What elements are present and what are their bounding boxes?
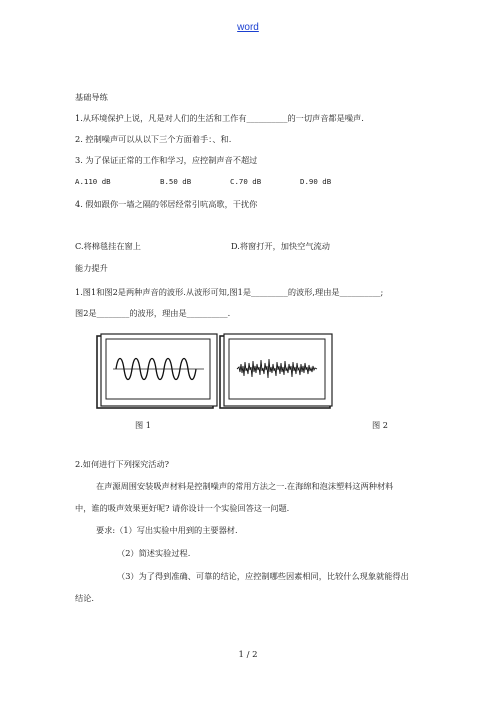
question-2: 2. 控制噪声可以从以下三个方面着手：、和. [75, 134, 232, 144]
requirement-3-line2: 结论. [75, 593, 94, 603]
adv-question-1-line2: 图2是________的波形，理由是__________. [75, 308, 231, 318]
adv-question-2-paragraph-line1: 在声源周围安装吸声材料是控制噪声的常用方法之一.在海绵和泡沫塑料这两种材料 [96, 481, 394, 491]
requirement-2: （2）简述实验过程. [117, 548, 191, 558]
requirement-3-line1: （3）为了得到准确、可靠的结论，应控制哪些因素相同，比较什么现象就能得出 [117, 571, 409, 581]
option-a: A.110 dB [75, 177, 111, 186]
section-title-advanced: 能力提升 [75, 263, 108, 273]
question-3: 3. 为了保证正常的工作和学习，应控制声音不超过 [75, 155, 258, 165]
question-1: 1.从环境保护上说，凡是对人们的生活和工作有__________的一切声音都是噪声. [75, 113, 364, 123]
figure-1-oscilloscope [96, 333, 218, 413]
header-word-link[interactable]: word [237, 22, 259, 33]
figure-1-caption: 图 1 [135, 420, 151, 430]
option-b: B.50 dB [160, 177, 192, 186]
option-c-q4: C.将棉毯挂在窗上 [75, 241, 141, 251]
question-4: 4. 假如跟你一墙之隔的邻居经常引吭高歌，干扰你 [75, 199, 258, 209]
page-number: 1 / 2 [238, 650, 258, 660]
section-title-basic: 基础导练 [75, 92, 108, 102]
option-c: C.70 dB [230, 177, 262, 186]
requirement-1: 要求:（1）写出实验中用到的主要器材. [96, 525, 238, 535]
figure-2-caption: 图 2 [372, 420, 388, 430]
adv-question-1-line1: 1.图1和图2是两种声音的波形.从波形可知,图1是_________的波形,理由是__________; [75, 287, 384, 297]
option-d: D.90 dB [300, 177, 332, 186]
adv-question-2-title: 2.如何进行下列探究活动? [75, 459, 170, 469]
adv-question-2-paragraph-line2: 中，谁的吸声效果更好呢? 请你设计一个实验回答这一问题. [75, 503, 290, 513]
option-d-q4: D.将窗打开，加快空气流动 [231, 241, 330, 251]
figure-2-oscilloscope [219, 333, 335, 413]
